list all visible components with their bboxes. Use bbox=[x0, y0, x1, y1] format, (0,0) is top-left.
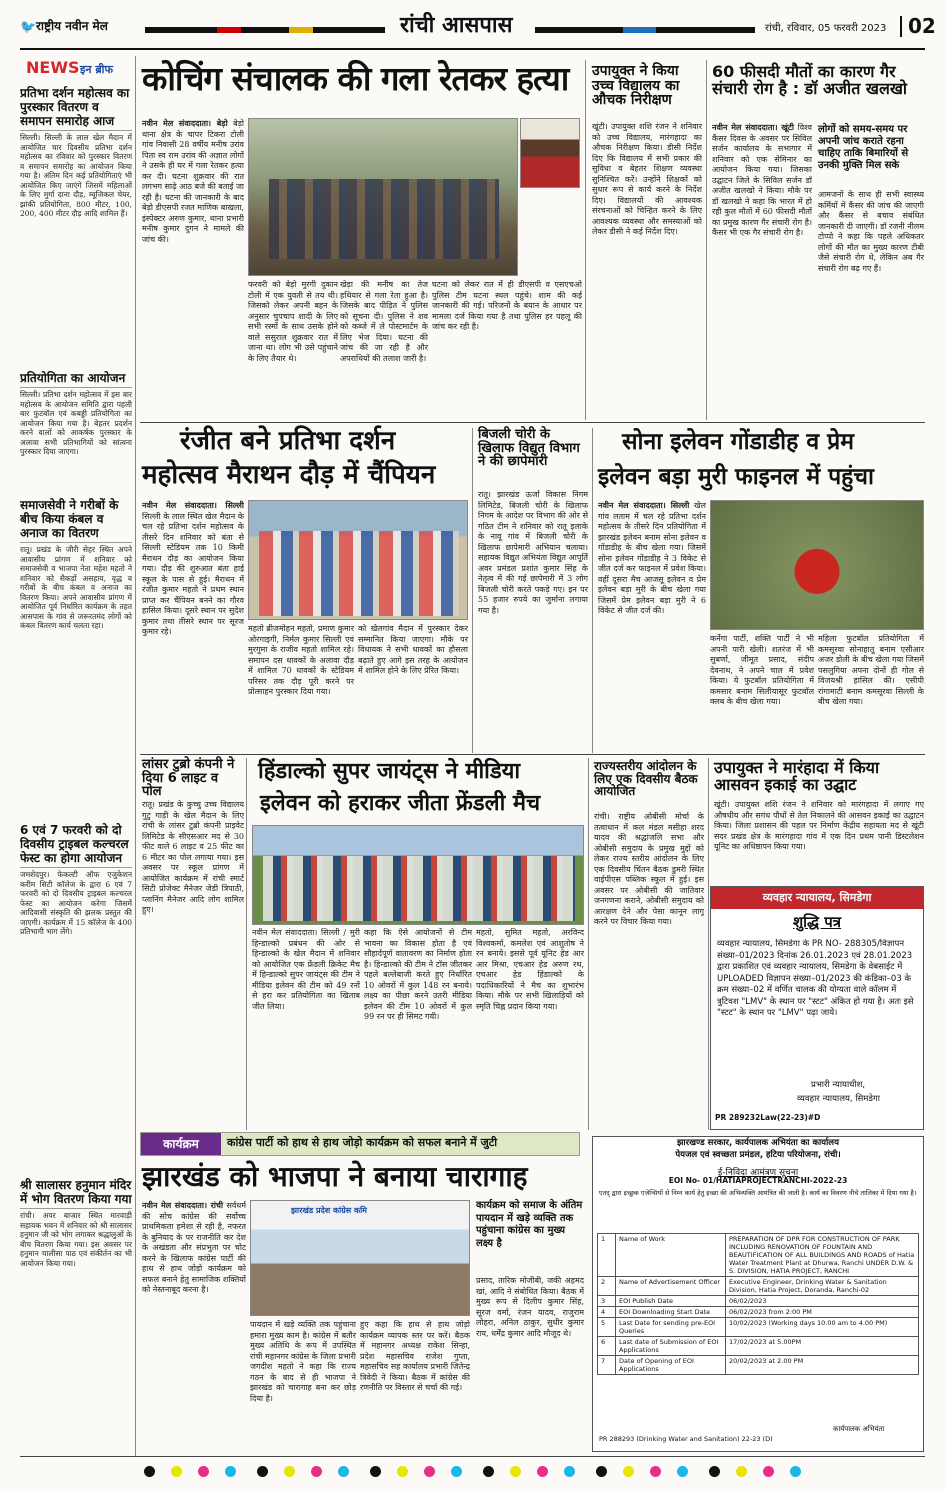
hindalco-headline-2: इलेवन को हराकर जीता फ्रेंडली मैच bbox=[260, 791, 541, 816]
brief-title: 6 एवं 7 फरवरी को दो दिवसीय ट्राइबल कल्चरल फेस्ट का होगा आयोजन bbox=[20, 823, 132, 868]
tender-cell-value: 06/02/2023 from 2:00 PM bbox=[726, 1307, 919, 1318]
sona-intro: नवीन मेल संवाददाता। सिल्ली bbox=[598, 500, 690, 510]
sona-col-1 bbox=[598, 500, 706, 750]
tender-cell-label: Name of Work bbox=[616, 1234, 726, 1277]
tender-cell-no: 6 bbox=[598, 1337, 616, 1356]
tender-header-1: झारखण्ड सरकार, कार्यपालक अभियंता का कार्यालय bbox=[676, 1138, 839, 1148]
asavan-headline: उपायुक्त ने मारंहादा में किया आसवन इकाई का उद्घाट bbox=[714, 758, 880, 794]
brief-item bbox=[20, 498, 132, 815]
court-sign-1: प्रभारी न्यायाधीश, bbox=[811, 1080, 866, 1090]
tender-cell-label: Date of Opening of EOI Applications bbox=[616, 1356, 726, 1375]
tender-cell-label: EOI Publish Date bbox=[616, 1296, 726, 1307]
lead-col-2: फरवरी को बेड़ो मुरगी दुकान टोली में एक युवती से तय थी। जिसको लेकर अपनी बहन के अनुसार चुपचाप शादी के लिए सभी रस्मों के साथ उसके होने वाले ससुराल शुक्रवार रात में जाना था। लोग भी उसे पहुंचाने के लिए तैयार थे। bbox=[248, 280, 338, 363]
tender-header-2: पेयजल एवं स्वच्छता प्रमंडल, हटिया परियोजना, रांची। bbox=[675, 1150, 841, 1160]
ranjit-col-2: महतो ब्रीजमोहन महतो, प्रमाण कुमार ओरगाइगी, निर्मल कुमार सिल्ली एवं मुरगुमा के राजीव महतो शामिल रहे। समापन दस धावकों के अलावा दौड़ में शामिल 70 धावकों के स्टेडियम परिसर तक दौड़ पूरी करने पर प्रोत्साहन पुरस्कार दिया गया। bbox=[248, 624, 354, 696]
bijli-text: रातू। झारखंड ऊर्जा विकास निगम लिमिटेड, बिजली चोरी के खिलाफ निगम के आदेश पर विभाग की ओर से गठित टीम ने शनिवार को रातू इलाके के नावू गांव में बिजली चोरी के खिलाफ छापेमारी अभियान चलाया। सहायक विद्युत अभियंता विद्युत आपूर्ति अवर प्रमंडल प्रशांत कुमार सिंह के नेतृत्व में की गई छापेमारी में 3 लोग बिजली चोरी करते पकड़े गए। इन पर 55 हजार रुपये का जुर्माना लगाया गया है। bbox=[478, 490, 588, 615]
jharkhand-text: सर्वधर्म की सोच कांग्रेस की सर्वोच्च प्राथमिकता हमेशा से रही है, नफरत के बुनियाद के पर राजनीति कर देश के अखंडता और संप्रभुता पर चोट करने के खिलाफ कांग्रेस पार्टी की हाथ से हाथ जोड़ो कार्यक्रम को सफल बनाने हेतु सामाजिक शक्तियों को नेस्तनाबूद करना है। bbox=[142, 1201, 246, 1294]
news-brief-column bbox=[20, 56, 132, 1456]
brief-title: प्रतियोगिता का आयोजन bbox=[20, 371, 132, 388]
asavan-text: खूंटी। उपायुक्त शशि रंजन ने शनिवार को मारंगहादा में लगाए गए औषधीय और सगंध पौधों से तेल निकालने की आसवन इकाई का उद्घाटन किया। जिला प्रशासन की पहल पर निर्माण केंद्रीय सहायता मद से खूंटी सदर प्रखंड क्षेत्र के मारंगहादा गांव में एक दिन प्रथम पानी डिस्टलेशन यूनिट का अधिष्ठापन किया गया। bbox=[714, 800, 924, 851]
brief-title: प्रतिभा दर्शन महोत्सव का पुरस्कार वितरण व समापन समारोह आज bbox=[20, 86, 132, 131]
jharkhand-pull-quote: कार्यक्रम को समाज के अंतिम पायदान में खड़े व्यक्ति तक पहुंचाना कांग्रेस का मुख्य लक्ष्य है bbox=[476, 1200, 583, 1249]
congress-meeting-photo bbox=[250, 1200, 470, 1316]
tender-row bbox=[598, 1234, 919, 1277]
jharkhand-headline: झारखंड को भाजपा ने बनाया चारागाह bbox=[142, 1160, 528, 1193]
tender-cell-no: 1 bbox=[598, 1234, 616, 1277]
jharkhand-col-4: प्रसाद, तारिक मोजीबी, जकी अहमद खां, आदि ने संबोधित किया। बैठक में मुख्य रूप से दिलीप कुमार सिंह, सूरज वर्मा, रंजन यादव, राजुराम लोहरा, अनिल ठाकुर, सुधीर कुमार राय, धर्मेंद्र कुमार आदि मौजूद थे। bbox=[476, 1276, 584, 1338]
tender-title: ई-निविदा आमंत्रण सूचना bbox=[717, 1168, 799, 1178]
section-title: रांची आसपास bbox=[400, 13, 513, 38]
tender-cell-no: 7 bbox=[598, 1356, 616, 1375]
tender-notice bbox=[592, 1136, 924, 1452]
masthead-color-bar-2 bbox=[535, 27, 755, 33]
cricket-ball-photo bbox=[710, 500, 924, 630]
tender-cell-value: 20/02/2023 at 2.00 PM bbox=[726, 1356, 919, 1375]
lancer-headline: लांसर टुब्रो कंपनी ने दिया 6 लाइट व पोल bbox=[142, 757, 235, 800]
brief-item bbox=[20, 86, 132, 363]
masthead bbox=[20, 13, 936, 46]
cancer-col-2: आमजनों के साथ ही सभी स्वास्थ्य कर्मियों में कैंसर की जांच की जाएगी और कैंसर से बचाव संबंधित जानकारी दी जाएगी। डॉ रजनी नीलम टोप्पो ने कहा कि पहले अधिकतर लोगों की मौत का मुख्य कारण टीबी जैसे संचारी रोग थे, लेकिन अब गैर संचारी रोग बढ़ गए हैं। bbox=[818, 190, 924, 273]
tender-cell-value: Executive Engineer, Drinking Water & Sanitation Division, Hatia Project, Doranda, Ranchi-02 bbox=[726, 1277, 919, 1296]
lead-col-4: घटना को लेकर रात में ही डीएसपी व एसएचओ पुलिस टीम घटना स्थल पहुंचे। शाम की कई जानकारी की गई। परिजनों के बयान के आधार पर मामला दर्ज किया गया है तथा पुलिस हर पहलू की जांच कर रही है। bbox=[432, 280, 582, 331]
brief-text: रातू। प्रखंड के जीरी सेहर स्थित अपने आवासीय प्रांगण में शनिवार को समाजसेवी व भाजपा नेता महेश महतो ने शनिवार को सैकड़ों असहाय, वृद्ध व गरीबों के बीच कंबल व अनाज का वितरण किया। अपने आवासीय प्रांगण में आयोजित पूर्व निर्धारित कार्यक्रम के तहत आसपास के गांव से जरूरतमंद लोगों को कंबल वितरण कार्य चलता रहा। bbox=[20, 545, 132, 630]
ranjit-headline-1: रंजीत बने प्रतिभा दर्शन bbox=[180, 426, 396, 456]
tender-intro: एतद् द्वारा इच्छुक एजेन्सियों से निम्न कार्य हेतु इच्छा की अभिव्यक्ति आमंत्रित की जाती है। कार्य का विवरण नीचे तालिका में दिया गया है। bbox=[599, 1189, 917, 1197]
brief-title: समाजसेवी ने गरीबों के बीच किया कंबल व अनाज का वितरण bbox=[20, 498, 132, 543]
tender-footer: PR 288293 (Drinking Water and Sanitation) 22-23 (D) bbox=[599, 1435, 773, 1443]
tender-row bbox=[598, 1318, 919, 1337]
ranjit-text: सिल्ली के लाल स्थित खेल मैदान के चल रहे प्रतिभा दर्शन महोत्सव के तीसरे दिन शनिवार को बंता से सिल्ली स्टेडियम तक 10 किमी मैराथन दौड़ का आयोजन किया गया। दौड़ की शुरुआत बंता हाई स्कूल के पास से हुई। मैराथन में रंजीत कुमार महतो ने प्रथम स्थान प्राप्त कर चैंपियन बनने का गौरव हासिल किया। दूसरे स्थान पर सुदेश कुमार तथा तीसरे स्थान पर सूरज कुमार रहे। bbox=[142, 511, 244, 636]
cancer-col-1 bbox=[712, 122, 812, 417]
program-strip-text: कांग्रेस पार्टी को हाथ से हाथ जोड़ो कार्यक्रम को सफल बनाने में जुटी bbox=[227, 1136, 498, 1149]
school-headline: उपायुक्त ने किया उच्च विद्यालय का औचक निरीक्षण bbox=[592, 63, 680, 109]
lead-victim-photo bbox=[520, 118, 580, 188]
court-sign-2: व्यवहार न्यायालय, सिमडेगा bbox=[797, 1094, 880, 1104]
brief-text: जमशेदपुर। फेकल्टी ऑफ एजुकेशन करीम सिटी कॉलेज के द्वारा 6 एवं 7 फरवरी को दो दिवसीय ट्राइबल कल्चरल फेस्ट का आयोजन करेगा जिसमें आदिवासी संस्कृति की झलक प्रस्तुत की जाएगी। कार्यक्रम में 15 कॉलेज के 400 प्रतिभागी भाग लेंगे। bbox=[20, 870, 132, 936]
news-sublabel: इन ब्रीफ bbox=[80, 63, 113, 76]
brief-item bbox=[20, 1178, 132, 1401]
ranjit-col-1 bbox=[142, 500, 244, 750]
jharkhand-intro: नवीन मेल संवाददाता। रांची bbox=[142, 1200, 224, 1210]
tender-cell-label: Name of Advertisement Officer bbox=[616, 1277, 726, 1296]
ranjit-headline-2: महोत्सव मैराथन दौड़ में चैंपियन bbox=[142, 460, 436, 490]
lead-crowd-photo bbox=[248, 118, 518, 276]
hindalco-col-2: कहा कि ऐसे आयोजनों से टीम भावना का विकास होता है एवं सौहार्दपूर्ण वातावरण का निर्माण होता है। हिन्डाल्को की टीम ने टॉस जीतकर पहले बल्लेबाजी करते हुए निर्धारित 10 ओवरों में कुल 148 रन बनाये। लक्ष्य का पीछा करने उतरी मीडिया इलेवन की टीम 10 ओवरों में कुल 99 रन पर ही सिमट गयी। bbox=[364, 928, 472, 1021]
court-title: शुद्धि पत्र bbox=[792, 913, 842, 931]
hindalco-headline-1: हिंडाल्को सुपर जायंट्स ने मीडिया bbox=[258, 759, 521, 784]
jharkhand-col-3: हुए कहा कि हाथ से हाथ जोड़ो कार्यक्रम व्यापक स्तर पर करें। बैठक में महानगर अध्यक्ष राकेश सिन्हा, प्रदेश महासचिव राजेश गुप्ता, महासचिव सह कार्यालय प्रभारी जितेन्द्र त्रिवेदी ने किया। बैठक में कांग्रेस की रणनीति पर विस्तार से चर्चा की गई। bbox=[360, 1320, 470, 1392]
issue-date: रांची, रविवार, 05 फरवरी 2023 bbox=[765, 23, 887, 34]
tender-row bbox=[598, 1356, 919, 1375]
sona-col-2: कर्नेगा पार्टी, शक्ति पार्टी ने भी अपनी पारी खेली। शतरंज में भी सुबर्णा, जीमूत प्रसाद, संदीप देवनाथ, ने अपने चाल में प्रवेश किया। ये फुटबॉल प्रतियोगिता में कमसार बनाम सिलीयासूर फुटबॉल क्लब के बीच खेला गया। bbox=[710, 634, 814, 706]
sona-text: खेल गांव लताम में चल रहे प्रतिभा दर्शन महोत्सव के तीसरे दिन प्रतियोगिता में झारखंड इलेवन बनाम सोना इलेवन व गोंडाडीह के बीच खेला गया। जिसमें सोना इलेवन गोंडाडीह ने 3 विकेट से जीत दर्ज कर फाइनल में प्रवेश किया। वहीं दूसरा मैच आजसू इलेवन व प्रेम इलेवन बड़ा मुरी के बीच खेला गया जिसमें प्रेम इलेवन बड़ा मुरी ने 6 विकेट से जीत दर्ज की। bbox=[598, 501, 706, 615]
lead-col-1 bbox=[142, 118, 244, 418]
lead-headline: कोचिंग संचालक की गला रेतकर हत्या bbox=[142, 59, 569, 98]
tender-cell-no: 3 bbox=[598, 1296, 616, 1307]
tender-cell-value: 17/02/2023 at 5.00PM bbox=[726, 1337, 919, 1356]
ranjit-col-3: को खेलगांव मैदान में पुरस्कार देकर सम्मानित किया जाएगा। मौके पर विधायक ने सभी धावकों का हौसला बढ़ाते हुए आगे इस तरह के आयोजन में शामिल होने के लिए प्रेरित किया। bbox=[358, 624, 468, 675]
tender-row bbox=[598, 1307, 919, 1318]
cancer-pull-quote: लोगों को समय-समय पर अपनी जांच कराते रहना चाहिए ताकि बिमारियों से उनकी मुक्ति मिल सके bbox=[818, 124, 909, 171]
court-header: व्यवहार न्यायालय, सिमडेगा bbox=[711, 887, 923, 909]
lead-col-3: खेड़ा की मनीष का तेज हथियार से गला रेता हुआ है। जिसके बाद पीड़ित ने पुलिस को सूचना दी। पुलिस ने शव को कब्जे में ले पोस्टमार्टम के लिए भेज दिया। घटना की जांच की जा रही है और अपराधियों की तलाश जारी है। bbox=[340, 280, 428, 363]
sona-headline-2: इलेवन बड़ा मुरी फाइनल में पहुंचा bbox=[598, 464, 874, 490]
tender-row bbox=[598, 1277, 919, 1296]
program-tag: कार्यक्रम bbox=[141, 1133, 221, 1155]
tender-eoi: EOI No- 01/HATIAPROJECTRANCHI-2022-23 bbox=[668, 1176, 848, 1185]
registration-marks bbox=[20, 1462, 925, 1478]
congress-banner: झारखंड प्रदेश कांग्रेस कमि bbox=[291, 1206, 367, 1215]
obc-text: रांची। राष्ट्रीय ओबीसी मोर्चा के तत्वाधान में कल मंडल मसीहा शरद यादव की श्रद्धांजलि सभा और ओबीसी समुदाय के प्रमुख मुद्दों को लेकर राज्य स्तरीय आंदोलन के लिए एक दिवसीय चिंतन बैठक डुमरी स्थित वाईपीएस पब्लिक स्कूल में हुई। इस अवसर पर ओबीसी की जातिवार जनगणना कराने, ओबीसी समुदाय को आरक्षण देने और पेसा कानून लागू करने पर विचार किया गया। bbox=[594, 812, 704, 926]
court-text: व्यवहार न्यायालय, सिमडेगा के PR NO- 288305/विज्ञापन संख्या–01/2023 दिनांक 26.01.2023 एवं 28.01.2023 द्वारा प्रकाशित एवं व्यवहार न्यायालय, सिमडेगा के वेबसाईट में UPLOADED विज्ञापन संख्या–01/2023 की कंडिका–03 के क्रम संख्या–02 में वर्णित चालक की योग्यता वाले कॉलम में त्रुटिवश "LMV" के स्थान पर "स्टट" अंकित हो गया है। अतः इसे "स्टट" के स्थान पर "LMV" पढ़ा जाये। bbox=[717, 939, 914, 1018]
brief-text: रांची। अपर बाजार स्थित मारवाड़ी सहायक भवन में शनिवार को श्री सालासर हनुमान जी को भोग लगाकर श्रद्धालुओं के बीच वितरण किया गया। इस अवसर पर हनुमान चालीसा पाठ एवं संकीर्तन का भी आयोजन किया गया। bbox=[20, 1211, 132, 1268]
cancer-intro: नवीन मेल संवाददाता। खूंटी bbox=[712, 122, 794, 132]
obc-headline: राज्यस्तरीय आंदोलन के लिए एक दिवसीय बैठक आयोजित bbox=[594, 759, 698, 799]
lancer-text: रातू। प्रखंड के कुच्चु उच्च विद्यालय गुटु गाड़ी के खेल मैदान के लिए रांची के लांसर टुब्रो कंपनी प्राइवेट लिमिटेड के सीएसआर मद से 30 फीट वाले 6 लाइट व 25 फीट का 6 मीटर का पोल लगाया गया। इस अवसर पर स्कूल प्रांगण में आयोजित कार्यक्रम में रांची स्मार्ट सिटी प्रोजेक्ट मैनेजर जेडी त्रिपाठी, प्लानिंग मैनेजर आदि लोग शामिल हुए। bbox=[142, 800, 244, 914]
tender-cell-no: 5 bbox=[598, 1318, 616, 1337]
page-number: 02 bbox=[900, 16, 936, 37]
tender-row bbox=[598, 1296, 919, 1307]
lead-intro: नवीन मेल संवाददाता। बेड़ो bbox=[142, 118, 228, 128]
masthead-color-bar bbox=[145, 27, 385, 33]
hindalco-col-3: महतो, सुमित महतो, अरविन्द विश्वकर्मा, कमलेश एवं आशुतोष ने रन बनाये। इससे पूर्व यूनिट हेड आर आर मिश्रा, एचआर हेड अरुण रथ, एचआर हेड हिंडाल्को के पदाधिकारियों ने मैच का शुभारंभ किया। मौके पर सभी खिलाड़ियों को स्मृति चिह्न प्रदान किया गया। bbox=[476, 928, 584, 1011]
bijli-headline: बिजली चोरी के खिलाफ विद्युत विभाग ने की छापेमारी bbox=[478, 427, 580, 470]
paper-name: राष्ट्रीय नवीन मेल bbox=[36, 19, 108, 33]
brief-text: सिल्ली। प्रतिभा दर्शन महोत्सव में इस बार महोत्सव के आयोजन समिति द्वारा पहली बार फुटबॉल एवं कबड्डी प्रतियोगिता का आयोजन किया गया है। बेहतर प्रदर्शन करने वालों को आकर्षक पुरस्कार के अलावा सभी प्रतिभागियों को सांत्वना पुरस्कार दिया जाएगा। bbox=[20, 390, 132, 456]
school-text: खूंटी। उपायुक्त शशि रंजन ने शनिवार को उच्च विद्यालय, मारंगहादा का औचक निरीक्षण किया। डीसी निर्देश दिए कि विद्यालय में सभी प्रकार की सुविधा व बेहतर शिक्षण व्यवस्था सुनिश्चित करें। उन्होंने शिक्षकों को सुधार रूप से कार्य करने के निर्देश दिए। विद्यालयों की आवश्यक संरचनाओं को चिन्हित करने के लिए आवश्यक व्यवस्था और समस्याओं को लेकर डीसी ने कई निर्देश दिए। bbox=[592, 122, 702, 236]
lead-text: बेड़ो थाना क्षेत्र के चापर टिकरा टोली गांव निवासी 28 वर्षीय मनीष उरांव पिता स्व राम उरांव की अज्ञात लोगों ने उसके ही घर में गला रेतकर हत्या कर दी। घटना शुक्रवार की रात लगभग साढ़े आठ बजे की बताई जा रही है। घटना की जानकारी के बाद बेड़ो डीएसपी रजत माणिक बाखला, इंस्पेक्टर अरुण कुमार, थाना प्रभारी मनीष कुमार दुगन ने मामले की जांच की। bbox=[142, 119, 244, 244]
marathon-photo bbox=[248, 500, 468, 620]
hindalco-team-photo bbox=[252, 825, 584, 925]
brief-item bbox=[20, 823, 132, 1170]
tender-cell-value: 06/02/2023 bbox=[726, 1296, 919, 1307]
cancer-text: विश्व कैंसर दिवस के अवसर पर सिविल सर्जन कार्यालय के सभागार में शनिवार को एक सेमिनार का आयोजन किया गया। जिसका उद्घाटन जिले के सिविल सर्जन डॉ अजीत खलखो ने किया। मौके पर डॉ खलखो ने कहा कि भारत में हो रही कुल मौतों में 60 फीसदी मौतों का प्रमुख कारण गैर संचारी रोग है। कैंसर भी एक गैर संचारी रोग है। bbox=[712, 123, 812, 237]
tender-cell-label: EOI Downloading Start Date bbox=[616, 1307, 726, 1318]
tender-cell-value: PREPARATION OF DPR FOR CONSTRUCTION OF PARK INCLUDING RENOVATION OF FOUNTAIN AND BEAUTIFICATION OF ALL BUILDINGS AND ROADS of Hatia Water Treatment Plant at Dhurwa, Ranchi UNDER D.W. & S. DIVISION, HATIA PROJECT, RANCHI bbox=[726, 1234, 919, 1277]
tender-sign: कार्यपालक अभियंता bbox=[833, 1425, 885, 1433]
ranjit-intro: नवीन मेल संवाददाता। सिल्ली bbox=[142, 500, 244, 510]
court-pr: PR 289232Law(22-23)#D bbox=[715, 1113, 821, 1122]
tender-cell-label: Last date of Submission of EOI Applications bbox=[616, 1337, 726, 1356]
sona-headline-1: सोना इलेवन गोंडाडीह व प्रेम bbox=[622, 429, 854, 455]
tender-cell-value: 10/02/2023 (Working days 10.00 am to 4.00 PM) bbox=[726, 1318, 919, 1337]
brief-title: श्री सालासर हनुमान मंदिर में भोग वितरण किया गया bbox=[20, 1178, 132, 1209]
sona-col-3: महिला फुटबॉल प्रतियोगिता में कमसूरवा सोनाहातू बनाम एसीआर अजर डोली के बीच खेला गया जिसमें पसलुगिया अपना दोनों ही गोल से विजयश्री हासिल की। एसीपी रांगामाटी बनाम कमसूरवा सिल्ली के बीच खेला गया। bbox=[818, 634, 924, 706]
jharkhand-col-2: पायदान में खड़े व्यक्ति तक पहुंचाना हमारा मुख्य काम है। कांग्रेस में बतौर मुख्य अतिथि के रूप में उपस्थित रांची महानगर कांग्रेस के जिला प्रभारी जगदीश महतो ने कहा कि राज्य गठन के बाद से ही भाजपा ने झारखंड को चारागाह बना कर छोड़ दिया है। bbox=[250, 1320, 356, 1403]
tender-cell-label: Last Date for sending pre-EOI Queries bbox=[616, 1318, 726, 1337]
program-strip bbox=[140, 1132, 580, 1156]
hindalco-col-1: नवीन मेल संवाददाता। सिल्ली / मुरी हिन्डाल्को प्रबंधन की ओर से हिन्डाल्को के खेल मैदान में शनिवार को आयोजित एक फ्रेंडली क्रिकेट मैच में हिन्डाल्को सुपर जायंट्स की टीम ने मीडिया इलेवन की टीम को 49 रनों से हरा कर प्रतियोगिता का खिताब जीत लिया। bbox=[252, 928, 360, 1011]
tender-table bbox=[597, 1233, 919, 1375]
tender-cell-no: 4 bbox=[598, 1307, 616, 1318]
tender-row bbox=[598, 1337, 919, 1356]
brief-item bbox=[20, 371, 132, 490]
court-notice bbox=[710, 886, 924, 1130]
cancer-headline: 60 फीसदी मौतों का कारण गैर संचारी रोग है : डॉ अजीत खलखो bbox=[712, 62, 908, 98]
news-label: NEWS bbox=[26, 58, 80, 77]
tender-cell-no: 2 bbox=[598, 1277, 616, 1296]
jharkhand-col-1 bbox=[142, 1200, 246, 1450]
paper-logo-icon: 🐦 bbox=[20, 20, 37, 35]
brief-text: सिल्ली। सिल्ली के लाल खेल मैदान में आयोजित चार दिवसीय प्रतिभा दर्शन महोत्सव का रविवार को पुरस्कार वितरण व समापन समारोह का आयोजन किया गया है। अंतिम दिन कई प्रतियोगिताएं भी आयोजित किए जाएंगे जिसमें महिलाओं के लिए मुर्गा दाना दौड़, म्यूजिकल चेयर, झांकी प्रतियोगिता, 800 मीटर, 100, 200, 400 मीटर दौड़ आदि शामिल हैं। bbox=[20, 133, 132, 218]
